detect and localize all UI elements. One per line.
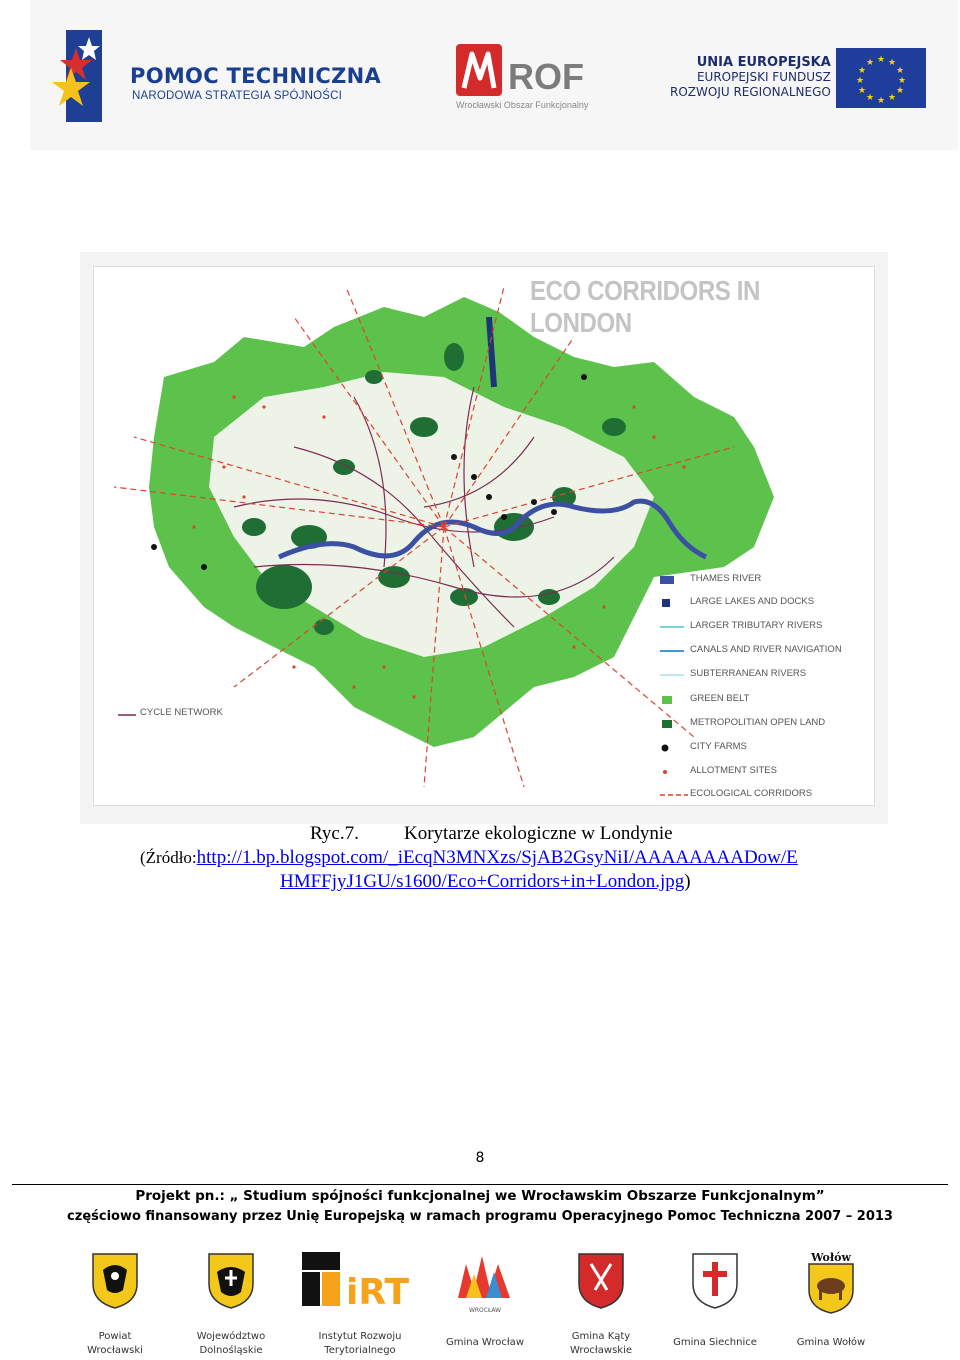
figure-caption <box>310 823 910 845</box>
svg-text:★: ★ <box>897 76 907 86</box>
legend-label: LARGE LAKES AND DOCKS <box>690 596 815 607</box>
logo-label <box>60 1330 170 1358</box>
irt-logo-icon <box>300 1250 420 1310</box>
logo-label <box>776 1336 886 1350</box>
legend-item-green-belt <box>660 693 860 707</box>
legend-label: GREEN BELT <box>690 693 750 704</box>
cycle-network-label: CYCLE NETWORK <box>140 707 223 718</box>
logo-label-line1: Województwo <box>196 1331 266 1342</box>
source-suffix: ) <box>684 871 691 892</box>
legend-item-lakes <box>660 596 860 610</box>
legend-item-city-farms <box>660 741 860 755</box>
logo-irt <box>300 1250 420 1356</box>
legend-label: CITY FARMS <box>690 741 747 752</box>
legend-swatch-subterranean <box>660 670 686 680</box>
logo-label-line1: Instytut Rozwoju <box>318 1331 402 1342</box>
logo-powiat-wroclawski <box>60 1250 170 1356</box>
legend-item-canals <box>660 644 860 658</box>
eu-flag-icon <box>836 48 926 108</box>
eu-line-2: EUROPEJSKI FUNDUSZ <box>696 70 831 84</box>
legend-label: ECOLOGICAL CORRIDORS <box>690 788 813 799</box>
wolow-logo-text: Wołów <box>811 1251 851 1264</box>
footer-funding-line: częściowo finansowany przez Unię Europejską w ramach programu Operacyjnego Pomoc Techniczna 2007 – 2013 <box>67 1209 893 1224</box>
source-link-part-1[interactable]: http://1.bp.blogspot.com/_iEcqN3MNXzs/SjAB2GsyNiI/AAAAAAAADow/E <box>196 847 798 868</box>
cycle-network-swatch <box>118 710 138 720</box>
logo-gmina-siechnice <box>660 1250 770 1348</box>
figure-number: Ryc.7. <box>310 823 359 844</box>
siechnice-crest-icon <box>689 1250 741 1310</box>
rof-subtitle: Wrocławski Obszar Funkcjonalny <box>456 100 589 110</box>
legend-item-corridors <box>660 788 860 802</box>
logo-label <box>546 1330 656 1358</box>
source-prefix: (Źródło: <box>140 848 197 867</box>
legend-label: SUBTERRANEAN RIVERS <box>690 668 807 679</box>
irt-logo-text: iRT <box>346 1272 409 1310</box>
logo-gmina-wroclaw <box>430 1250 540 1348</box>
legend-swatch-lakes <box>660 598 680 608</box>
pomoc-techniczna-star-icon <box>52 30 112 122</box>
legend-swatch-corridors <box>660 790 690 800</box>
logo-label-line2: Dolnośląskie <box>199 1345 263 1356</box>
figure-title: Korytarze ekologiczne w Londynie <box>404 823 673 844</box>
partner-logos <box>0 1250 960 1360</box>
legend-label: CANALS AND RIVER NAVIGATION <box>690 644 842 655</box>
logo-label-line1: Powiat <box>98 1331 132 1342</box>
svg-text:★: ★ <box>857 66 867 76</box>
svg-text:★: ★ <box>887 58 897 68</box>
logo-label <box>660 1336 770 1350</box>
source-line-2 <box>280 871 900 893</box>
logo-label <box>430 1336 540 1350</box>
rof-mark-icon <box>456 44 502 96</box>
logo-label-line1: Gmina Wrocław <box>445 1337 524 1348</box>
logo-label-line1: Gmina Siechnice <box>673 1337 757 1348</box>
legend-item-allotments <box>660 765 860 779</box>
legend-swatch-tributary <box>660 622 686 632</box>
source-link-part-2[interactable]: HMFFjyJ1GU/s1600/Eco+Corridors+in+London.jpg <box>280 871 685 892</box>
svg-text:★: ★ <box>865 93 875 103</box>
logo-label-line2: Wrocławskie <box>569 1345 633 1356</box>
svg-text:★: ★ <box>876 55 886 65</box>
wroclaw-logo-text: WROCŁAW <box>468 1307 502 1314</box>
eu-line-1: UNIA EUROPEJSKA <box>696 55 831 70</box>
rof-logo-text: ROF <box>508 56 584 97</box>
logo-label <box>176 1330 286 1358</box>
legend-item-subterranean <box>660 668 860 682</box>
page-number: 8 <box>475 1150 485 1166</box>
logo-label-line1: Gmina Kąty <box>571 1331 631 1342</box>
svg-text:★: ★ <box>857 86 867 96</box>
legend-item-thames <box>660 573 860 587</box>
logo-label-line2: Wrocławski <box>87 1345 143 1356</box>
legend-swatch-thames <box>660 575 680 585</box>
legend-swatch-city-farms <box>660 743 680 753</box>
wojewodztwo-dolnoslaskie-crest-icon <box>205 1250 257 1310</box>
legend-swatch-canals <box>660 646 686 656</box>
header-banner <box>30 0 958 150</box>
logo-gmina-katy-wroclawskie <box>546 1250 656 1356</box>
logo-gmina-wolow <box>776 1250 886 1348</box>
pomoc-techniczna-subtitle: NARODOWA STRATEGIA SPÓJNOŚCI <box>132 90 343 102</box>
pomoc-techniczna-title: POMOC TECHNICZNA <box>130 64 382 88</box>
logo-label-line2: Terytorialnego <box>324 1345 396 1356</box>
legend-label: ALLOTMENT SITES <box>690 765 777 776</box>
legend-swatch-allotments <box>660 767 680 777</box>
footer-project-line: Projekt pn.: „ Studium spójności funkcjonalnej we Wrocławskim Obszarze Funkcjonalnym” <box>135 1188 825 1204</box>
logo-label-line1: Gmina Wołów <box>796 1337 866 1348</box>
legend-label: METROPOLITIAN OPEN LAND <box>690 717 826 728</box>
powiat-wroclawski-crest-icon <box>89 1250 141 1310</box>
legend-label: THAMES RIVER <box>690 573 762 584</box>
svg-text:★: ★ <box>876 96 886 106</box>
logo-label <box>300 1330 420 1358</box>
logo-wojewodztwo-dolnoslaskie <box>176 1250 286 1356</box>
svg-text:★: ★ <box>887 93 897 103</box>
legend-item-mol <box>660 717 860 731</box>
wroclaw-logo-icon <box>452 1250 518 1314</box>
legend-item-tributary <box>660 620 860 634</box>
footer-divider <box>12 1184 948 1185</box>
map-title: ECO CORRIDORS IN LONDON <box>530 275 760 338</box>
katy-wroclawskie-crest-icon <box>575 1250 627 1310</box>
svg-text:★: ★ <box>895 66 905 76</box>
london-map <box>93 266 875 806</box>
legend-swatch-green-belt <box>660 695 680 705</box>
eu-line-3: ROZWOJU REGIONALNEGO <box>670 85 831 99</box>
wolow-crest-icon <box>805 1250 857 1314</box>
svg-text:★: ★ <box>855 76 865 86</box>
source-line-1 <box>140 847 900 869</box>
svg-text:★: ★ <box>895 86 905 96</box>
eu-fund-label <box>670 55 831 100</box>
svg-text:★: ★ <box>865 58 875 68</box>
legend-label: LARGER TRIBUTARY RIVERS <box>690 620 823 631</box>
eco-corridors-figure <box>80 252 888 824</box>
legend-swatch-mol <box>660 719 680 729</box>
